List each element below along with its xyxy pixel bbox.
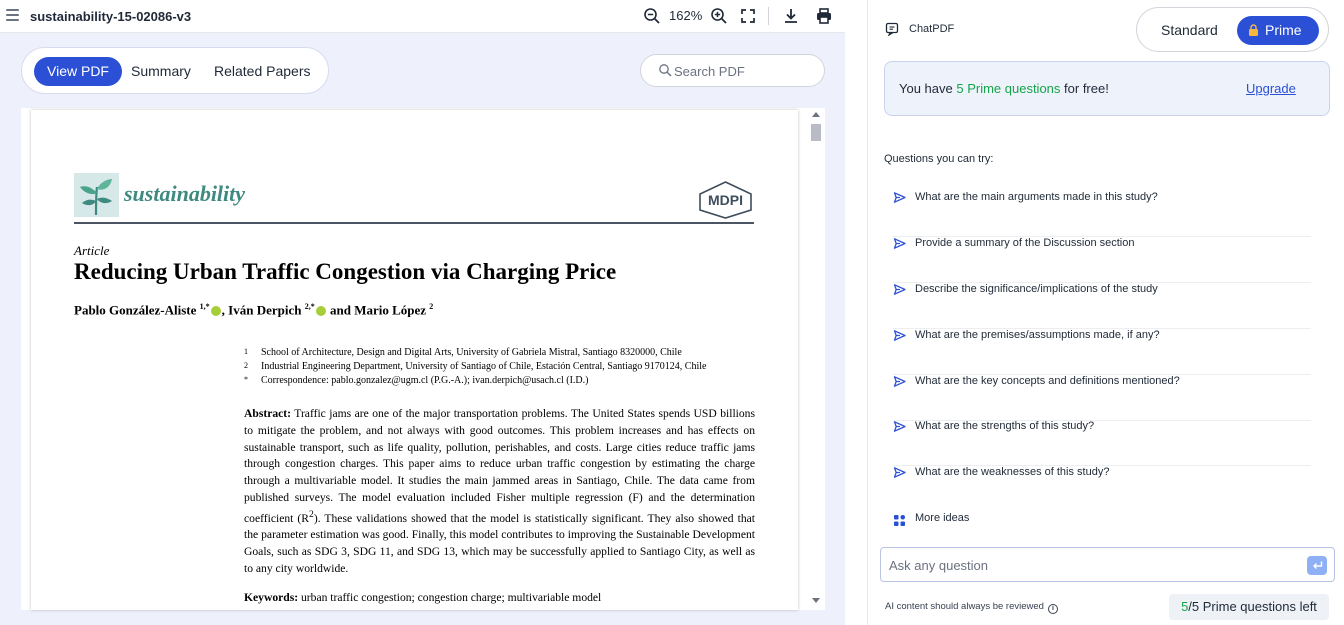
info-icon[interactable]: i [1048,604,1058,614]
ai-disclaimer [885,601,1058,614]
grid-icon [894,513,905,524]
affiliation-line [244,361,706,375]
ask-input[interactable] [889,556,1299,574]
author-separator: and [326,302,355,318]
author-name: Pablo González-Aliste [74,302,197,318]
affiliations [244,347,706,389]
scroll-thumb[interactable] [811,124,821,141]
scroll-up-arrow-icon[interactable] [812,112,820,117]
mdpi-logo [698,181,753,219]
abstract-text-continued: ). These validations showed that the model is statistically significant. They also showed that the parameter estimation was good. Finally, this model contributes to improving the Sustainable Development Goals, such as SDG 3, SDG 11, and SDG 13, which may be successfully applied to Santiago City, as well as to any city worldwide. [244,511,755,576]
suggested-question[interactable] [893,191,1311,237]
print-icon[interactable] [815,7,833,25]
suggested-question-label: What are the key concepts and definitions mentioned? [915,375,1180,387]
orcid-icon[interactable] [211,306,221,316]
author-affiliation-mark: 2,* [304,302,315,311]
orcid-icon[interactable] [316,306,326,316]
chat-title: ChatPDF [909,23,955,35]
more-ideas-button[interactable] [893,512,1093,528]
tab-summary[interactable]: Summary [131,63,191,79]
pdf-toolbar [0,0,845,33]
abstract-text: Traffic jams are one of the major transportation problems. The United States spends USD billions to mitigate the problem, and not always with good outcomes. This problem increases and has effects on sustainable transport, such as life quality, pollution, perishables, and costs. Large cities reduce traffic jams through congestion charges. This paper aims to reduce urban traffic congestion by estimating the charge through a multivariable model. It studies the main jammed areas in Santiago, Chile. The data came from published surveys. The model evaluation included Fisher multiple regression (F) and the determination coefficient (R [244,407,755,525]
journal-name: sustainability [124,181,246,206]
pdf-page [31,110,798,610]
send-arrow-icon [893,329,906,342]
suggested-question[interactable] [893,283,1311,329]
suggested-question-label: What are the weaknesses of this study? [915,466,1110,478]
pdf-scrollbar[interactable] [807,108,825,610]
zoom-out-icon[interactable] [643,7,661,25]
mode-toggle [1136,7,1329,52]
search-icon [658,63,673,78]
journal-logo [74,173,119,217]
download-icon[interactable] [782,7,800,25]
upgrade-link[interactable]: Upgrade [1246,81,1296,96]
author-affiliation-mark: 2 [429,302,434,311]
prime-mode-button[interactable] [1237,16,1319,45]
scroll-down-arrow-icon[interactable] [812,598,820,603]
promo-count: 5 Prime questions [956,81,1061,96]
author-name: Iván Derpich [228,302,302,318]
keywords [244,591,601,604]
send-arrow-icon [893,283,906,296]
author-name: Mario López [354,302,427,318]
toolbar-divider [768,7,769,25]
affiliation-mark: 2 [244,361,248,370]
affiliation-text: Industrial Engineering Department, University of Santiago of Chile, Estación Central, Santiago 9170124, Chile [261,361,707,372]
suggested-questions-heading: Questions you can try: [884,153,994,165]
svg-text:MDPI: MDPI [708,192,743,208]
suggested-question[interactable] [893,466,1311,512]
zoom-level: 162% [669,8,703,23]
suggested-question[interactable] [893,375,1311,421]
send-arrow-icon [893,375,906,388]
keywords-text: urban traffic congestion; congestion charge; multivariable model [298,591,602,604]
affiliation-mark: 1 [244,347,248,356]
tab-view-pdf[interactable]: View PDF [34,57,122,86]
pdf-canvas[interactable] [21,108,825,610]
affiliation-line [244,347,706,361]
suggested-question[interactable] [893,420,1311,466]
paper-title: Reducing Urban Traffic Congestion via Charging Price [74,259,617,284]
suggested-question-label: What are the premises/assumptions made, if any? [915,329,1160,341]
author-list [74,302,433,318]
more-ideas-label: More ideas [915,512,970,524]
promo-text [899,81,1109,96]
search-input[interactable] [674,62,814,80]
chat-panel [867,0,1344,625]
affiliation-text: School of Architecture, Design and Digital Arts, University of Gabriela Mistral, Santiago 8320000, Chile [261,347,682,358]
standard-mode-button[interactable]: Standard [1161,22,1218,38]
promo-prefix: You have [899,81,957,96]
quota-count: 5 [1181,599,1189,614]
disclaimer-text: AI content should always be reviewed [885,601,1044,612]
prime-promo-banner [884,61,1330,116]
send-arrow-icon [893,237,906,250]
quota-label: /5 Prime questions left [1188,599,1317,614]
enter-icon [1312,560,1323,571]
suggested-question[interactable] [893,237,1311,283]
header-rule [74,222,754,224]
suggested-question-label: What are the strengths of this study? [915,420,1095,432]
fullscreen-icon[interactable] [739,7,757,25]
prime-mode-label: Prime [1265,22,1302,38]
send-arrow-icon [893,466,906,479]
keywords-label: Keywords: [244,591,299,604]
article-type: Article [74,243,110,258]
prime-quota-badge [1169,594,1329,620]
ask-box[interactable] [880,547,1335,582]
send-arrow-icon [893,191,906,204]
menu-icon[interactable] [6,9,19,22]
author-separator: , [221,302,229,318]
search-box[interactable] [640,54,825,87]
suggested-question[interactable] [893,329,1311,375]
chat-icon [885,22,899,36]
suggested-question-label: Provide a summary of the Discussion section [915,237,1135,249]
affiliation-text: Correspondence: pablo.gonzalez@ugm.cl (P.G.-A.); ivan.derpich@usach.cl (I.D.) [261,375,589,386]
suggested-question-label: What are the main arguments made in this study? [915,191,1158,203]
send-button[interactable] [1307,556,1327,575]
promo-suffix: for free! [1060,81,1109,96]
abstract [244,406,755,578]
abstract-label: Abstract: [244,407,292,420]
tab-related-papers[interactable]: Related Papers [214,63,311,79]
lock-icon [1248,17,1259,29]
affiliation-mark: * [244,375,248,384]
author-affiliation-mark: 1,* [199,302,210,311]
send-arrow-icon [893,420,906,433]
abstract-superscript: 2 [309,508,314,520]
affiliation-line [244,375,706,389]
suggested-question-label: Describe the significance/implications of the study [915,283,1158,295]
document-filename: sustainability-15-02086-v3 [30,9,192,24]
view-tabs [21,47,329,94]
zoom-in-icon[interactable] [710,7,728,25]
